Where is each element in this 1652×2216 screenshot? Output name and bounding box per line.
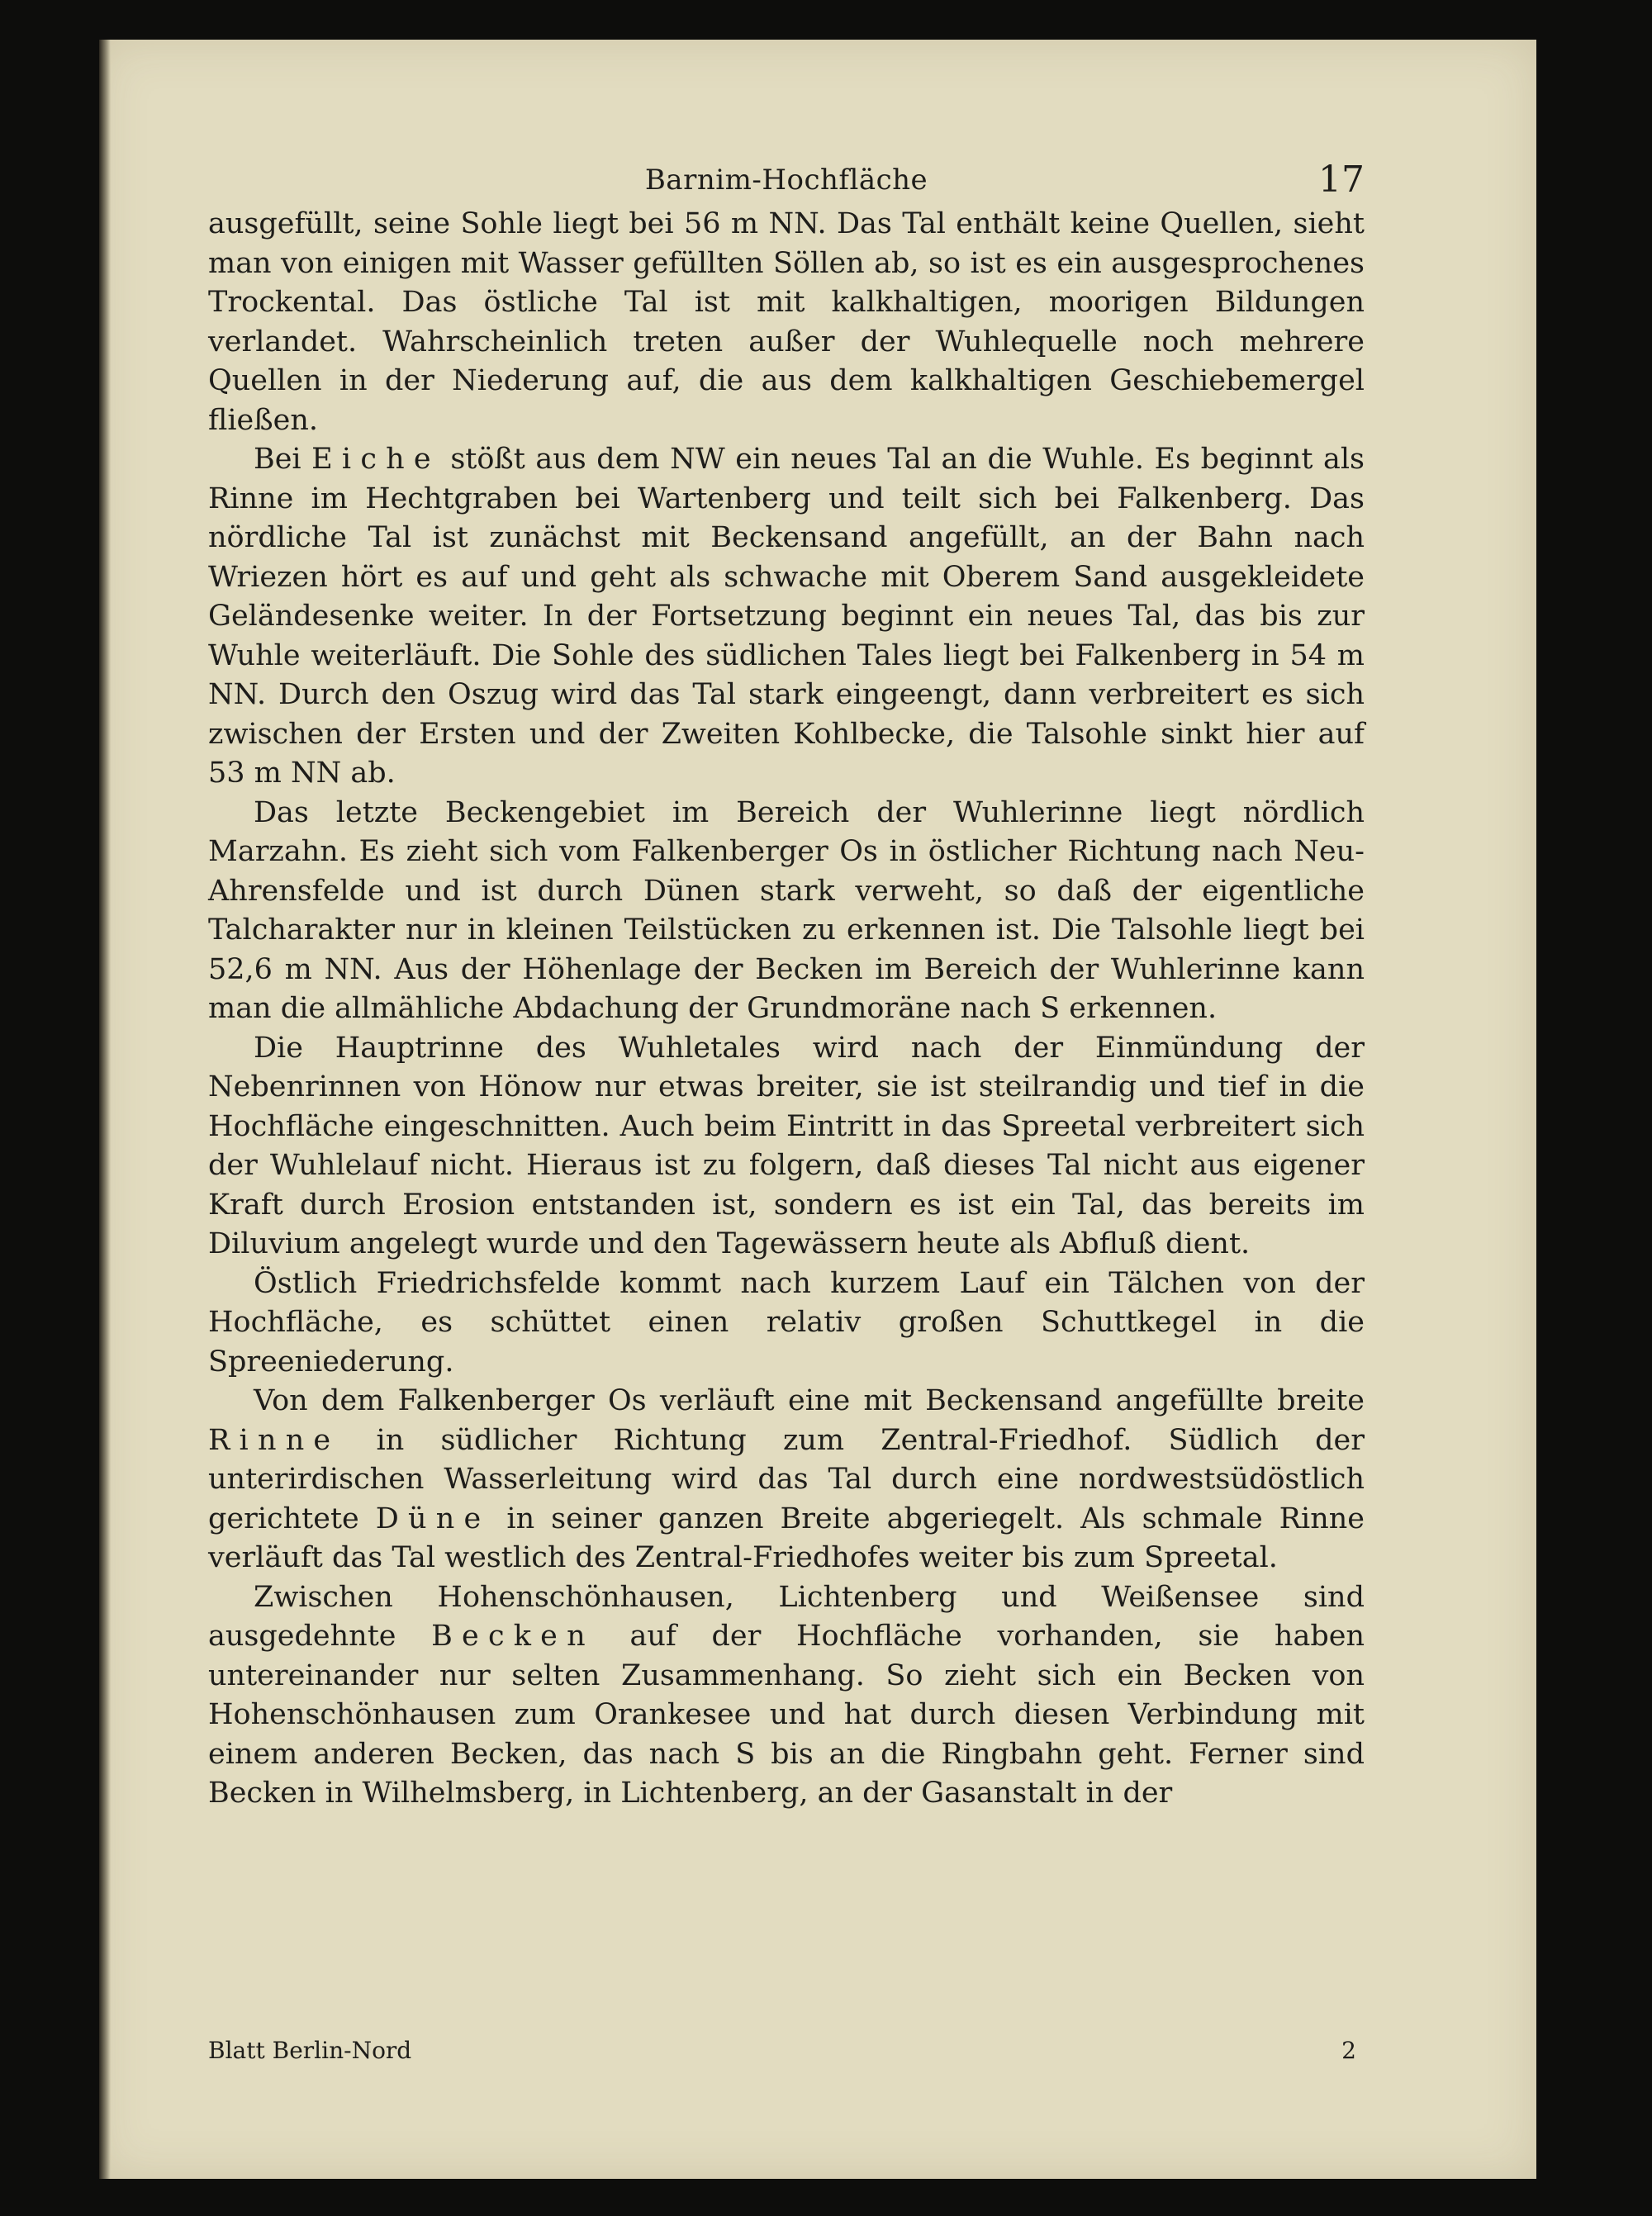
page-binding-edge: [99, 40, 111, 2179]
paragraph-6-end: in seiner ganzen Breite abgeriegelt. Als schmale Rinne verläuft das Tal westlich des Zentral-Friedhofes weiter bis zum Spreetal.: [208, 1502, 1365, 1574]
paragraph-2-rest: stößt aus dem NW ein neues Tal an die Wuhle. Es beginnt als Rinne im Hechtgraben bei Wartenberg und teilt sich bei Falkenberg. Das nördliche Tal ist zunächst mit Beckensand angefüllt, an der Bahn nach Wriezen hört es auf und geht als schwache mit Oberem Sand ausgekleidete Geländesenke weiter. In der Fortsetzung beginnt ein neues Tal, das bis zur Wuhle weiterläuft. Die Sohle des südlichen Tales liegt bei Falkenberg in 54 m NN. Durch den Oszug wird das Tal stark eingeengt, dann verbreitert es sich zwischen der Ersten und der Zweiten Kohlbecke, die Talsohle sinkt hier auf 53 m NN ab.: [208, 443, 1365, 790]
book-page: [99, 40, 1536, 2179]
paragraph-7-start: Zwischen Hohenschönhausen, Lichtenberg und Weißensee sind ausgedehnte: [208, 1580, 1365, 1653]
paragraph-6: [208, 1382, 1365, 1578]
paragraph-7-rest: auf der Hochfläche vorhanden, sie haben untereinander nur selten Zusammenhang. So zieht sich ein Becken von Hohenschönhausen zum Orankesee und hat durch diesen Verbindung mit einem anderen Becken, das nach S bis an die Ringbahn geht. Ferner sind Becken in Wilhelmsberg, in Lichtenberg, an der Gasanstalt in der: [208, 1620, 1365, 1810]
spaced-term-becken: Becken: [431, 1620, 595, 1653]
paragraph-2-start: Bei: [254, 443, 312, 476]
signature-mark: 2: [1341, 2037, 1356, 2064]
paragraph-2: [208, 440, 1365, 794]
text-block: [208, 122, 1365, 2064]
paragraph-3: Das letzte Beckengebiet im Bereich der Wuhlerinne liegt nördlich Marzahn. Es zieht sich vom Falkenberger Os in östlicher Richtung nach Neu-Ahrensfelde und ist durch Dünen stark verweht, so daß der eigentliche Talcharakter nur in kleinen Teilstücken zu erkennen ist. Die Talsohle liegt bei 52,6 m NN. Aus der Höhenlage der Becken im Bereich der Wuhlerinne kann man die allmähliche Abdachung der Grundmoräne nach S erkennen.: [208, 795, 1365, 1025]
paragraph-1: ausgefüllt, seine Sohle liegt bei 56 m NN. Das Tal enthält keine Quellen, sieht man von einigen mit Wasser gefüllten Söllen ab, so ist es ein ausgesprochenes Trockental. Das östliche Tal ist mit kalkhaltigen, moorigen Bildungen verlandet. Wahrscheinlich treten außer der Wuhlequelle noch mehrere Quellen in der Niederung auf, die aus dem kalkhaltigen Geschiebemergel fließen.: [208, 207, 1365, 437]
running-head: Barnim-Hochfläche: [644, 164, 928, 197]
page-number: 17: [1318, 159, 1365, 201]
spaced-term-rinne: Rinne: [208, 1423, 340, 1457]
paragraph-5: Östlich Friedrichsfelde kommt nach kurzem Lauf ein Tälchen von der Hochfläche, es schüttet einen relativ großen Schuttkegel in die Spreeniederung.: [208, 1266, 1365, 1378]
spaced-term-eiche: Eiche: [311, 443, 440, 476]
page-header: [208, 122, 1365, 205]
sheet-label: Blatt Berlin-Nord: [208, 2037, 412, 2064]
paragraph-4: Die Hauptrinne des Wuhletales wird nach der Einmündung der Nebenrinnen von Hönow nur etwas breiter, sie ist steilrandig und tief in die Hochfläche eingeschnitten. Auch beim Eintritt in das Spreetal verbreitert sich der Wuhlelauf nicht. Hieraus ist zu folgern, daß dieses Tal nicht aus eigener Kraft durch Erosion entstanden ist, sondern es ist ein Tal, das bereits im Diluvium angelegt wurde und den Tagewässern heute als Abfluß dient.: [208, 1031, 1365, 1260]
paragraph-6-middle: in südlicher Richtung zum Zentral-Friedhof. Südlich der unterirdischen Wasserleitung wird das Tal durch eine nordwestsüdöstlich gerichtete: [208, 1423, 1365, 1535]
spaced-term-duene: Düne: [375, 1502, 491, 1535]
page-footer: [208, 2037, 1365, 2073]
paragraph-6-start: Von dem Falkenberger Os verläuft eine mit Beckensand angefüllte breite: [254, 1384, 1365, 1417]
paragraph-7: [208, 1578, 1365, 1814]
body-text: [208, 205, 1365, 1814]
